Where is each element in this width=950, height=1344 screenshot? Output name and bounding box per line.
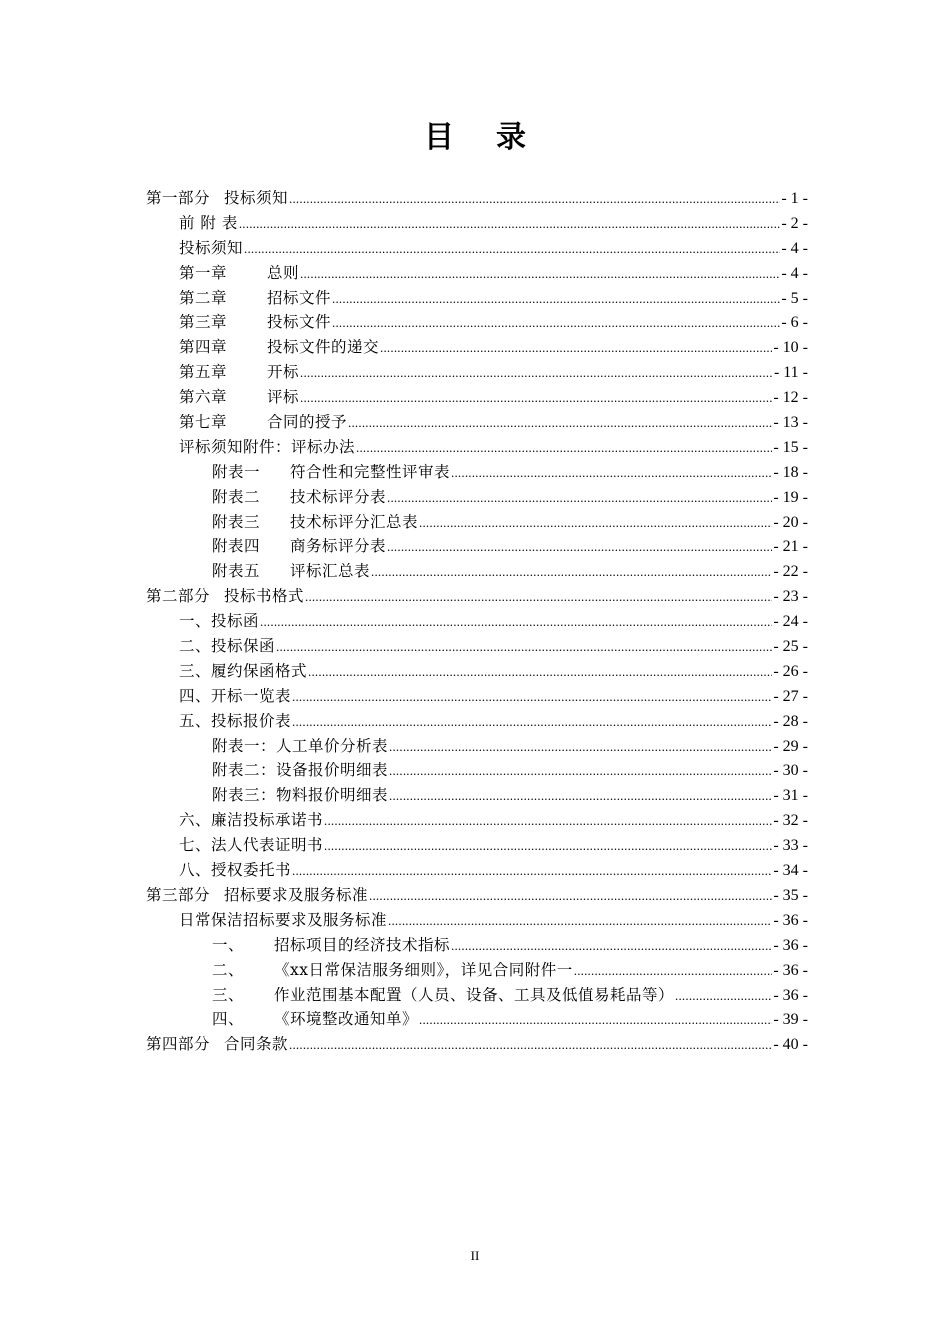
toc-entry-number: 前 附 表 xyxy=(179,213,238,232)
toc-entry-number: 二、 xyxy=(212,960,245,979)
toc-entry[interactable] xyxy=(146,1007,808,1032)
toc-entry-label xyxy=(179,335,379,360)
toc-entry-title: 投标书格式 xyxy=(224,587,305,606)
toc-entry-number: 第一章 xyxy=(179,263,228,282)
dot-leader xyxy=(308,660,772,685)
toc-entry-page: - 23 - xyxy=(773,588,808,606)
toc-entry[interactable] xyxy=(146,335,808,360)
toc-entry[interactable] xyxy=(146,684,808,709)
toc-entry[interactable] xyxy=(146,833,808,858)
dot-leader xyxy=(387,535,772,560)
dot-leader xyxy=(419,1008,772,1033)
dot-leader xyxy=(574,959,773,984)
dot-leader xyxy=(244,237,780,262)
toc-entry-label xyxy=(179,709,291,734)
dot-leader xyxy=(389,784,772,809)
dot-leader xyxy=(348,411,772,436)
toc-entry-page: - 21 - xyxy=(773,538,808,556)
toc-entry-label xyxy=(179,684,291,709)
toc-entry[interactable] xyxy=(146,211,808,236)
dot-leader xyxy=(276,635,772,660)
toc-entry[interactable] xyxy=(146,236,808,261)
toc-entry[interactable] xyxy=(146,659,808,684)
toc-entry-number: 第七章 xyxy=(179,413,228,432)
dot-leader xyxy=(324,834,772,859)
dot-leader xyxy=(380,336,772,361)
toc-entry[interactable] xyxy=(146,485,808,510)
toc-entry[interactable] xyxy=(146,958,808,983)
toc-entry-page: - 36 - xyxy=(773,936,808,954)
toc-entry[interactable] xyxy=(146,385,808,410)
toc-entry-label xyxy=(179,310,331,335)
toc-entry-number: 七、法人代表证明书 xyxy=(179,836,324,855)
toc-entry-label xyxy=(179,286,331,311)
toc-entry-title: 商务标评分表 xyxy=(290,537,387,556)
toc-entry-page: - 34 - xyxy=(773,862,808,880)
toc-entry-page: - 32 - xyxy=(773,812,808,830)
toc-entry-number: 第四部分 xyxy=(146,1035,211,1054)
page-number-footer: II xyxy=(470,1248,480,1263)
toc-entry-number: 投标须知 xyxy=(179,238,244,257)
dot-leader xyxy=(356,436,772,461)
toc-entry-number: 第三部分 xyxy=(146,885,211,904)
toc-entry-label xyxy=(212,933,450,958)
dot-leader xyxy=(305,585,772,610)
toc-entry-label xyxy=(179,808,323,833)
toc-entry-number: 五、投标报价表 xyxy=(179,711,292,730)
toc-entry-page: - 29 - xyxy=(773,737,808,755)
toc-entry[interactable] xyxy=(146,534,808,559)
toc-entry-number: 附表五 xyxy=(212,562,261,581)
toc-entry-title: 招标项目的经济技术指标 xyxy=(274,935,451,954)
toc-entry[interactable] xyxy=(146,908,808,933)
toc-entry-label xyxy=(179,858,291,883)
toc-entry-page: - 12 - xyxy=(773,389,808,407)
toc-entry-label xyxy=(179,360,299,385)
toc-entry-number: 四、 xyxy=(212,1010,245,1029)
toc-entry[interactable] xyxy=(146,933,808,958)
toc-entry[interactable] xyxy=(146,1032,808,1057)
toc-entry[interactable] xyxy=(146,783,808,808)
toc-entry-label xyxy=(179,833,323,858)
toc-entry[interactable] xyxy=(146,883,808,908)
toc-entry-label xyxy=(212,559,370,584)
dot-leader xyxy=(371,560,772,585)
toc-entry-number: 附表一：人工单价分析表 xyxy=(212,736,389,755)
toc-entry-title: 投标文件 xyxy=(267,313,332,332)
toc-entry-label xyxy=(212,1007,418,1032)
toc-entry-number: 第二章 xyxy=(179,288,228,307)
toc-entry-number: 八、授权委托书 xyxy=(179,861,292,880)
toc-entry-page: - 24 - xyxy=(773,613,808,631)
toc-entry-number: 评标须知附件：评标办法 xyxy=(179,437,356,456)
dot-leader xyxy=(260,610,772,635)
toc-entry-number: 四、开标一览表 xyxy=(179,686,292,705)
toc-entry-label xyxy=(146,883,368,908)
toc-entry[interactable] xyxy=(146,186,808,211)
toc-entry-page: - 15 - xyxy=(773,438,808,456)
toc-entry-page: - 4 - xyxy=(781,264,808,282)
toc-entry-page: - 40 - xyxy=(773,1036,808,1054)
toc-entry-page: - 13 - xyxy=(773,414,808,432)
toc-entry-page: - 30 - xyxy=(773,762,808,780)
toc-entry-title: 《环境整改通知单》 xyxy=(274,1010,419,1029)
dot-leader xyxy=(389,735,772,760)
dot-leader xyxy=(675,984,772,1009)
toc-entry-page: - 36 - xyxy=(773,961,808,979)
dot-leader xyxy=(292,685,772,710)
toc-entry-title: 总则 xyxy=(267,263,300,282)
toc-entry-label xyxy=(146,584,304,609)
toc-entry-title: 技术标评分汇总表 xyxy=(290,512,419,531)
toc-entry[interactable] xyxy=(146,286,808,311)
toc-entry-label xyxy=(212,983,674,1008)
toc-entry-label xyxy=(179,634,275,659)
table-of-contents xyxy=(146,186,808,1057)
toc-entry-number: 附表二：设备报价明细表 xyxy=(212,761,389,780)
toc-entry-page: - 19 - xyxy=(773,488,808,506)
toc-entry-title: 开标 xyxy=(267,363,300,382)
toc-entry-title: 评标汇总表 xyxy=(290,562,371,581)
toc-entry-page: - 11 - xyxy=(773,364,808,382)
dot-leader xyxy=(239,212,780,237)
toc-entry-number: 日常保洁招标要求及服务标准 xyxy=(179,910,388,929)
toc-entry-page: - 5 - xyxy=(781,289,808,307)
toc-entry[interactable] xyxy=(146,758,808,783)
toc-entry-page: - 22 - xyxy=(773,563,808,581)
toc-entry-label xyxy=(179,609,259,634)
toc-entry-page: - 6 - xyxy=(781,314,808,332)
toc-entry-title: 招标要求及服务标准 xyxy=(224,885,369,904)
dot-leader xyxy=(451,934,772,959)
toc-entry-title: 《xx日常保洁服务细则》，详见合同附件一 xyxy=(274,960,573,979)
toc-entry-page: - 36 - xyxy=(773,911,808,929)
toc-entry-title: 技术标评分表 xyxy=(290,487,387,506)
toc-entry-number: 附表四 xyxy=(212,537,261,556)
toc-entry-number: 附表二 xyxy=(212,487,261,506)
toc-entry-number: 附表三 xyxy=(212,512,261,531)
toc-entry-number: 三、履约保函格式 xyxy=(179,661,308,680)
toc-entry-title: 投标须知 xyxy=(224,189,289,207)
toc-entry-page: - 10 - xyxy=(773,339,808,357)
toc-entry[interactable] xyxy=(146,410,808,435)
dot-leader xyxy=(292,710,772,735)
toc-entry-page: - 25 - xyxy=(773,638,808,656)
toc-entry-number: 第四章 xyxy=(179,338,228,357)
toc-entry[interactable] xyxy=(146,634,808,659)
dot-leader xyxy=(387,486,772,511)
toc-entry-page: - 1 - xyxy=(781,190,808,207)
toc-entry-number: 第一部分 xyxy=(146,189,211,207)
toc-entry-number: 二、投标保函 xyxy=(179,637,276,656)
toc-entry[interactable] xyxy=(146,510,808,535)
toc-entry-title: 投标文件的递交 xyxy=(267,338,380,357)
toc-entry[interactable] xyxy=(146,310,808,335)
dot-leader xyxy=(451,461,772,486)
toc-entry-page: - 4 - xyxy=(781,239,808,257)
dot-leader xyxy=(300,361,773,386)
toc-entry-label xyxy=(146,186,288,211)
toc-entry-page: - 31 - xyxy=(773,787,808,805)
toc-entry[interactable] xyxy=(146,983,808,1008)
dot-leader xyxy=(389,759,772,784)
dot-leader xyxy=(332,287,780,312)
toc-entry[interactable] xyxy=(146,584,808,609)
toc-entry-title: 作业范围基本配置（人员、设备、工具及低值易耗品等） xyxy=(274,985,675,1004)
toc-entry-label xyxy=(212,783,388,808)
page-title: 目录 xyxy=(424,120,568,155)
toc-entry-label xyxy=(212,485,386,510)
toc-entry-label xyxy=(212,534,386,559)
toc-entry-label xyxy=(179,236,243,261)
toc-entry-page: - 18 - xyxy=(773,463,808,481)
toc-entry-label xyxy=(179,659,307,684)
toc-entry-label xyxy=(212,460,450,485)
toc-entry-page: - 28 - xyxy=(773,712,808,730)
toc-entry-number: 三、 xyxy=(212,985,245,1004)
toc-entry-page: - 2 - xyxy=(781,214,808,232)
dot-leader xyxy=(300,262,780,287)
dot-leader xyxy=(388,909,772,934)
toc-entry-label xyxy=(179,435,355,460)
toc-entry[interactable] xyxy=(146,435,808,460)
toc-entry-page: - 27 - xyxy=(773,687,808,705)
dot-leader xyxy=(332,311,780,336)
toc-entry-page: - 26 - xyxy=(773,662,808,680)
toc-entry[interactable] xyxy=(146,734,808,759)
toc-entry-number: 第二部分 xyxy=(146,587,211,606)
toc-entry-number: 附表三：物料报价明细表 xyxy=(212,786,389,805)
toc-entry-page: - 33 - xyxy=(773,837,808,855)
toc-entry-title: 合同的授予 xyxy=(267,413,348,432)
toc-entry[interactable] xyxy=(146,261,808,286)
toc-entry[interactable] xyxy=(146,808,808,833)
toc-entry-number: 第六章 xyxy=(179,388,228,407)
toc-entry-number: 第三章 xyxy=(179,313,228,332)
toc-entry-page: - 36 - xyxy=(773,986,808,1004)
toc-entry-label xyxy=(179,385,299,410)
toc-entry-label xyxy=(212,510,418,535)
toc-entry-page: - 39 - xyxy=(773,1011,808,1029)
dot-leader xyxy=(300,386,772,411)
toc-entry-number: 第五章 xyxy=(179,363,228,382)
dot-leader xyxy=(292,859,772,884)
toc-entry-label xyxy=(212,958,573,983)
toc-entry-number: 附表一 xyxy=(212,462,261,481)
toc-entry-label xyxy=(179,261,299,286)
toc-entry-label xyxy=(212,758,388,783)
toc-entry[interactable] xyxy=(146,460,808,485)
toc-entry-label xyxy=(179,908,387,933)
toc-entry-page: - 35 - xyxy=(773,886,808,904)
toc-entry-title: 合同条款 xyxy=(224,1035,289,1054)
toc-entry-title: 招标文件 xyxy=(267,288,332,307)
dot-leader xyxy=(289,1033,772,1058)
toc-entry[interactable] xyxy=(146,709,808,734)
dot-leader xyxy=(419,511,772,536)
toc-entry[interactable] xyxy=(146,609,808,634)
toc-entry[interactable] xyxy=(146,559,808,584)
toc-entry-number: 六、廉洁投标承诺书 xyxy=(179,811,324,830)
toc-entry-number: 一、 xyxy=(212,935,245,954)
toc-entry-label xyxy=(146,1032,288,1057)
toc-entry-title: 符合性和完整性评审表 xyxy=(290,462,451,481)
toc-entry[interactable] xyxy=(146,360,808,385)
dot-leader xyxy=(289,187,780,212)
dot-leader xyxy=(324,809,772,834)
toc-entry-label xyxy=(179,410,347,435)
toc-entry-title: 评标 xyxy=(267,388,300,407)
dot-leader xyxy=(369,884,772,909)
toc-entry-label xyxy=(212,734,388,759)
toc-entry[interactable] xyxy=(146,858,808,883)
toc-entry-number: 一、投标函 xyxy=(179,612,260,631)
toc-entry-page: - 20 - xyxy=(773,513,808,531)
toc-entry-label xyxy=(179,211,238,236)
